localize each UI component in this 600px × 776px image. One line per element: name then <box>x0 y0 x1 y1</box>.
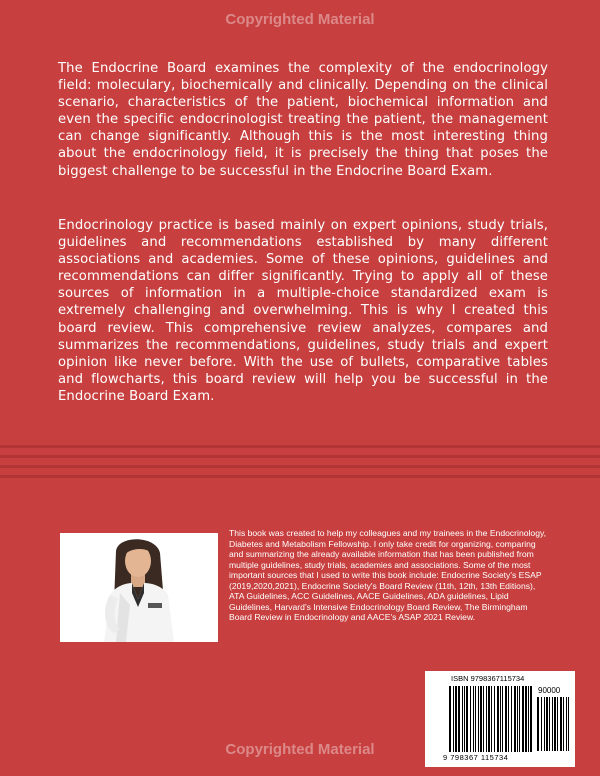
author-bio: This book was created to help my colleagues and my trainees in the Endocrinology, Diabetes and Metabolism Fellowship. I only take credit for organizing, comparing and summarizing the already available information that has been published from multiple guidelines, study trials, academies and associations. Some of the most important sources that I used to write this book include: Endocrine Society's ESAP (2019,2020,2021), Endocrine Society's Board Review (11th, 12th, 13th Editions), ATA Guidelines, ACC Guidelines, AACE Guidelines, ADA guidelines, Lipid Guidelines, Harvard's Intensive Endocrinology Board Review, The Birmingham Board Review in Endocrinology and AACE's ASAP 2021 Review. <box>229 528 547 622</box>
stripe <box>0 475 600 478</box>
description-paragraph-2: Endocrinology practice is based mainly on expert opinions, study trials, guidelines and recommendations established by many different associations and academies. Some of these opinions, guidelines and recommendations can differ significantly. Trying to apply all of these sources of information in a multiple-choice standardized exam is extremely challenging and overwhelming. This is why I created this board review. This comprehensive review analyzes, compares and summarizes the recommendations, guidelines, study trials and expert opinion like never before. With the use of bullets, comparative tables and flowcharts, this board review will help you be successful in the Endocrine Board Exam. <box>58 218 548 404</box>
stripe <box>0 465 600 468</box>
description-paragraph-1: The Endocrine Board examines the complexity of the endocrinology field: moleculary, biochemically and clinically. Depending on the clinical scenario, characteristics of the patient, biochemical information and even the specific endocrinologist treating the patient, the management can change significantly. Although this is the most interesting thing about the endocrinology field, it is precisely the thing that poses the biggest challenge to be successful in the Endocrine Board Exam. <box>58 61 548 179</box>
decorative-stripes <box>0 445 600 485</box>
stripe <box>0 455 600 458</box>
stripe <box>0 445 600 448</box>
author-portrait-icon <box>60 533 218 642</box>
barcode-digits: 9 798367 115734 <box>443 753 509 762</box>
author-photo <box>60 533 218 642</box>
watermark-top: Copyrighted Material <box>225 11 375 28</box>
watermark-bottom: Copyrighted Material <box>225 741 375 758</box>
price-code: 90000 <box>538 686 561 695</box>
isbn-label: ISBN 9798367115734 <box>451 674 525 683</box>
